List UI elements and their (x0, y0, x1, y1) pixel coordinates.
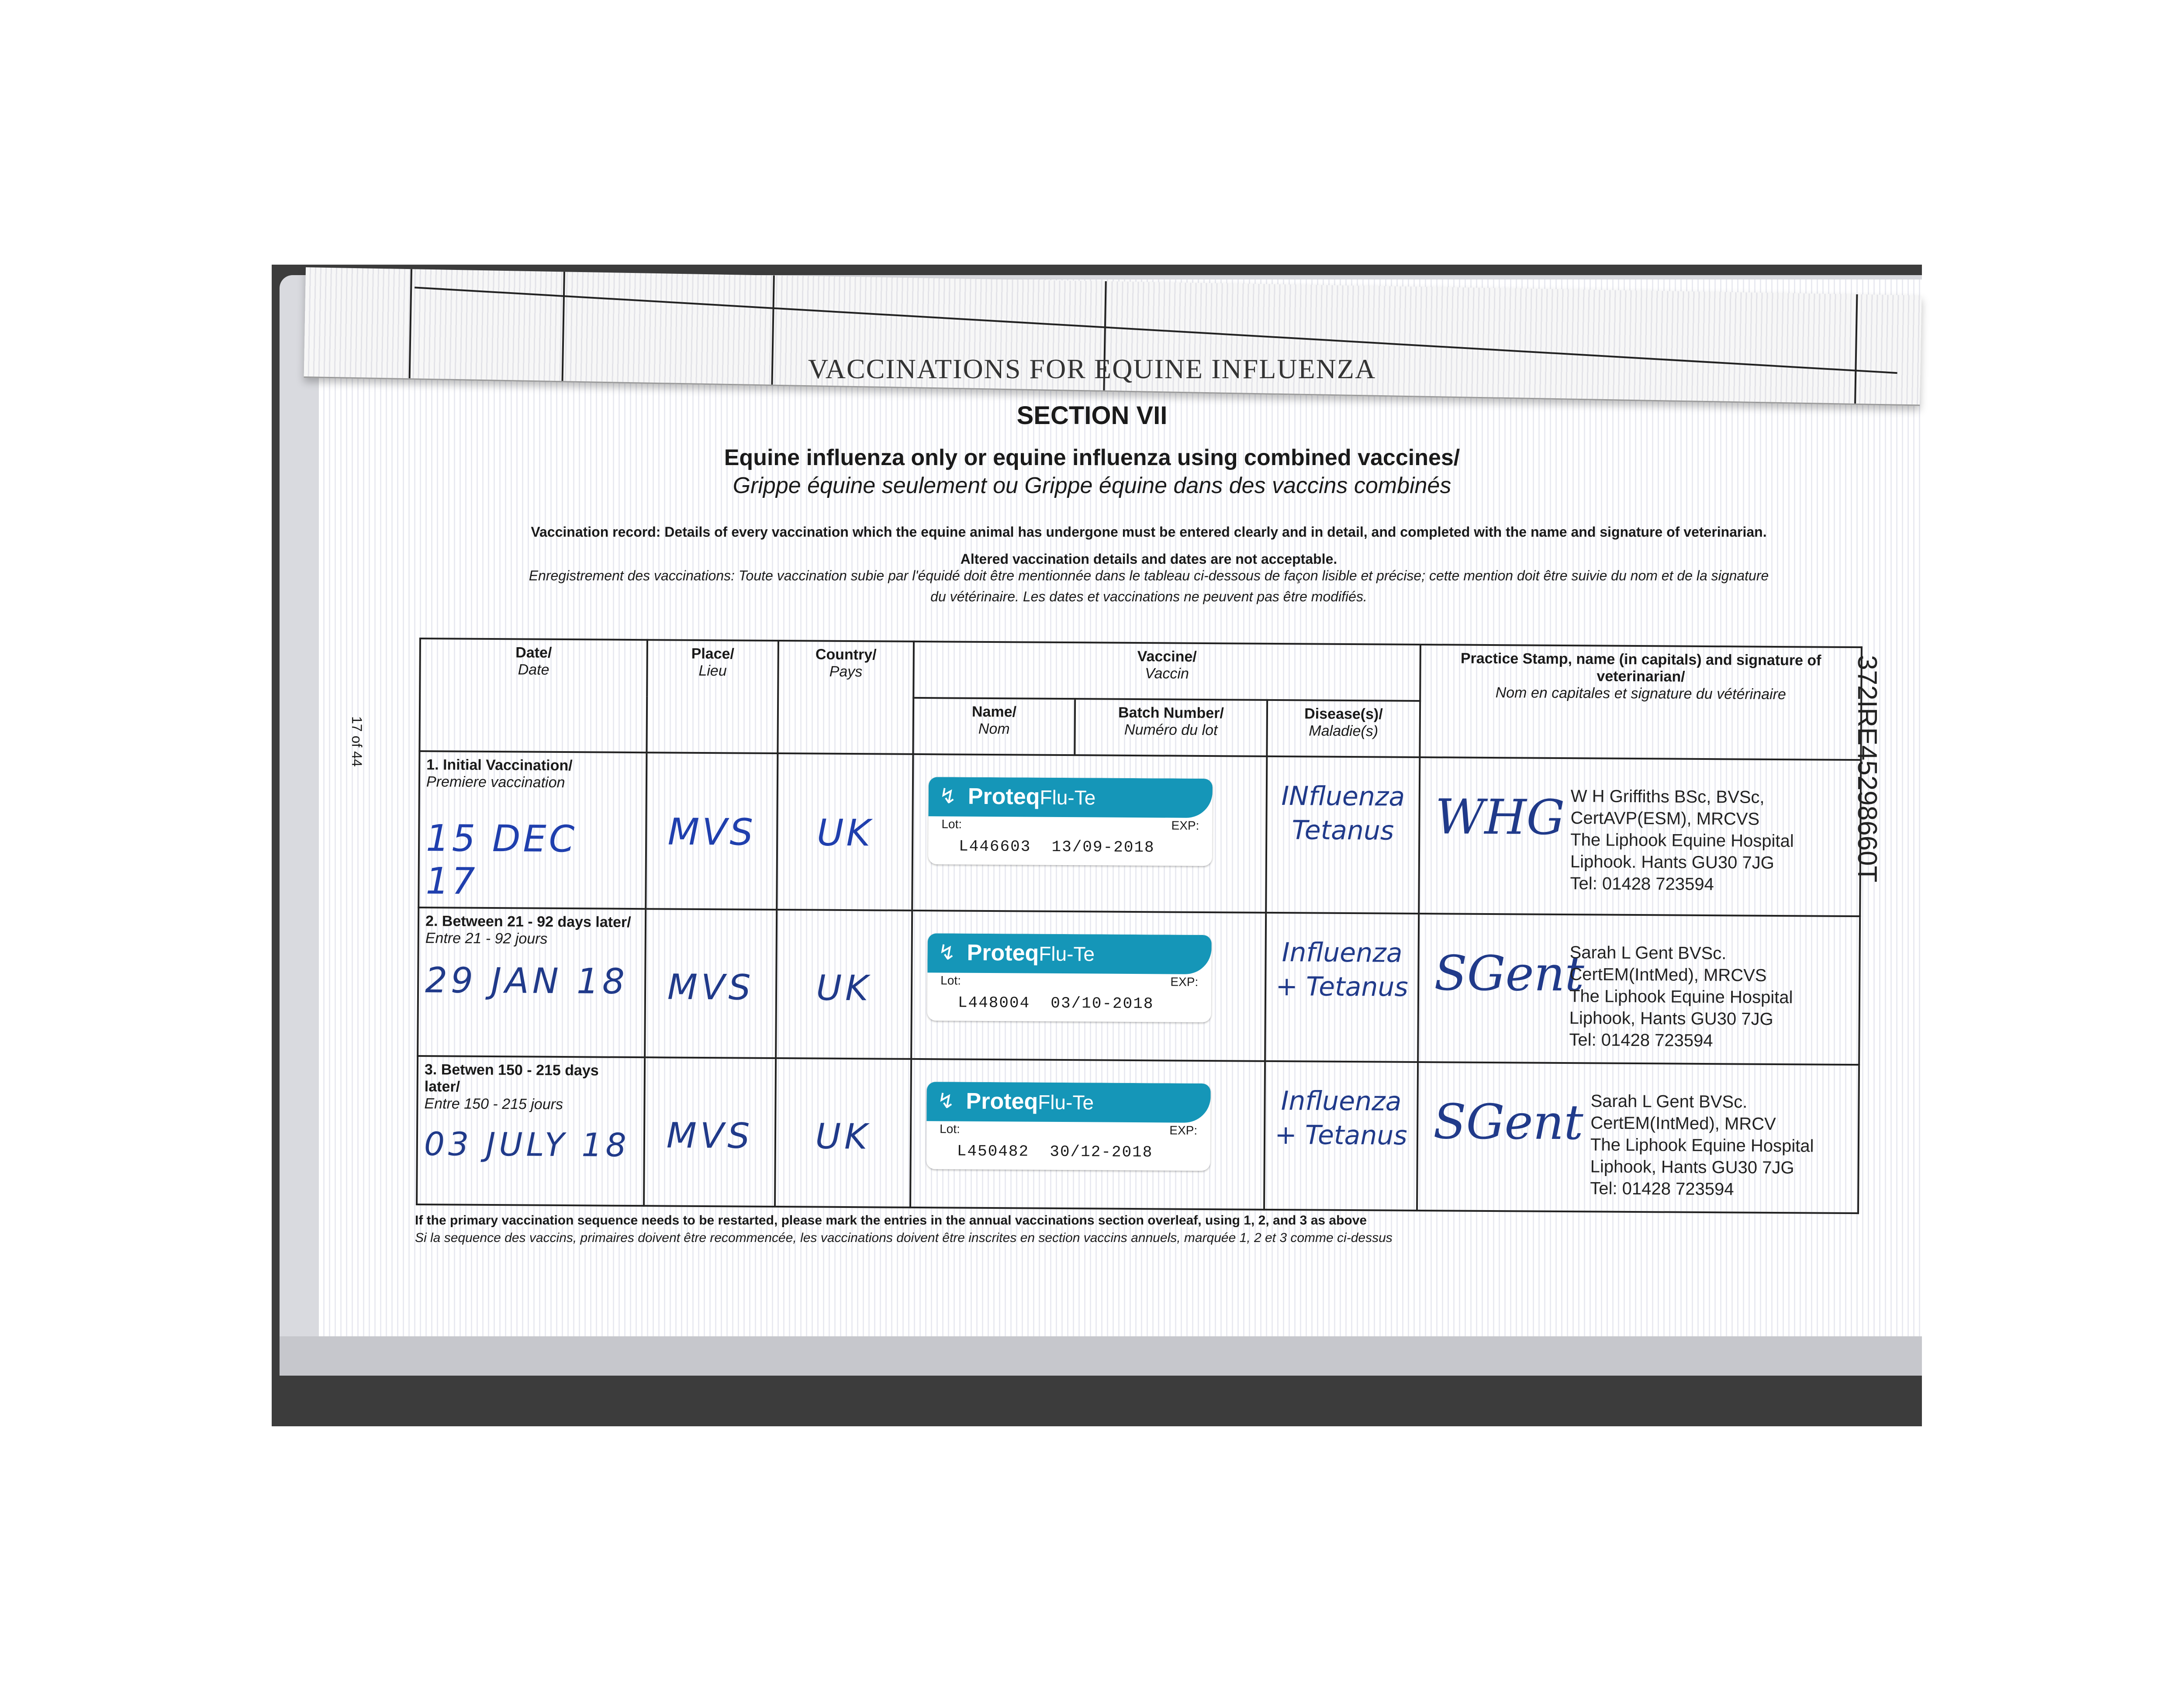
country-cell (775, 1058, 911, 1207)
vet-signature: SGent (1434, 945, 1585, 1002)
stamp-cell (1419, 757, 1861, 916)
col-vaccine: Vaccine/ Vaccin (913, 642, 1420, 701)
country-cell (777, 753, 913, 911)
country-cell (776, 910, 912, 1059)
vaccine-sticker-cell (912, 754, 1267, 913)
sleeve-bottom-edge (280, 1336, 1922, 1376)
row-date-cell: 2. Between 21 - 92 days later/ Entre 21 - 92 jours 29 JAN 18 (418, 907, 646, 1057)
col-vaccine-name: Name/ Nom (913, 698, 1075, 755)
expiry-date: 30/12-2018 (1050, 1142, 1153, 1162)
vaccine-sticker: ↯ ProteqFlu-Te Lot: EXP: L450482 30/12-2018 (926, 1082, 1211, 1171)
col-disease: Disease(s)/ Maladie(s) (1267, 700, 1420, 757)
stamp-cell (1417, 1062, 1859, 1213)
instructions-fr-line1: Enregistrement des vaccinations: Toute vaccination subie par l'équidé doit être mentionnée dans le tableau ci-dessous de façon lisible et précise; cette mention doit être suivie du nom et de la signature (529, 568, 1769, 583)
handwritten-country: UK (815, 1116, 871, 1157)
vet-signature: SGent (1433, 1094, 1584, 1151)
handwritten-date: 03 JULY 18 (424, 1125, 630, 1164)
stamp-cell (1418, 914, 1860, 1065)
col-place: Place/ Lieu (646, 640, 778, 753)
instructions-en-line1: Vaccination record: Details of every vaccination which the equine animal has undergone must be entered clearly and in detail, and completed with the name and signature of veterinarian. (531, 524, 1767, 540)
page-heading: VACCINATIONS FOR EQUINE INFLUENZA (808, 353, 1376, 384)
practice-stamp: Sarah L Gent BVSc. CertEM(IntMed), MRCVS The Liphook Equine Hospital Liphook, Hants GU30 7JG Tel: 01428 723594 (1569, 943, 1793, 1051)
place-cell (646, 752, 778, 910)
batch-number: L446603 (958, 837, 1031, 856)
vet-signature: WHG (1435, 789, 1565, 846)
vaccine-sticker-cell (910, 1059, 1265, 1210)
practice-stamp: Sarah L Gent BVSc. CertEM(IntMed), MRCV The Liphook Equine Hospital Liphook, Hants GU30 7JG Tel: 01428 723594 (1590, 1091, 1814, 1199)
col-country: Country/ Pays (778, 641, 914, 754)
expiry-date: 03/10-2018 (1051, 994, 1154, 1013)
vaccine-sticker-cell (911, 911, 1266, 1061)
lightning-icon: ↯ (938, 941, 956, 965)
table-row (418, 907, 1860, 1065)
practice-stamp: W H Griffiths BSc, BVSc, CertAVP(ESM), MRCVS The Liphook Equine Hospital Liphook. Hants GU30 7JG Tel: 01428 723594 (1570, 787, 1794, 894)
disease-cell: INfluenza Tetanus (1266, 756, 1420, 914)
vaccination-table (416, 638, 1863, 1214)
handwritten-date: 29 JAN 18 (425, 960, 629, 1002)
handwritten-place: MVS (666, 1115, 753, 1156)
disease-cell: Influenza + Tetanus (1264, 1061, 1418, 1211)
table-row (417, 1056, 1859, 1213)
section-title: SECTION VII (1016, 401, 1168, 430)
lightning-icon: ↯ (937, 1090, 955, 1113)
row-date-cell: 1. Initial Vaccination/ Premiere vaccination 15 DEC 17 (418, 751, 646, 909)
instructions-fr-line2: du vétérinaire. Les dates et vaccinations ne peuvent pas être modifiés. (930, 589, 1367, 604)
vaccine-sticker: ↯ ProteqFlu-Te Lot: EXP: L446603 13/09-2018 (928, 777, 1213, 866)
footer-fr: Si la sequence des vaccins, primaires doivent être recommencée, les vaccinations doivent être inscrites en section vaccins annuels, marquée 1, 2 et 3 comme ci-dessus (415, 1231, 1393, 1245)
handwritten-country: UK (816, 967, 872, 1009)
place-cell (644, 1057, 776, 1207)
expiry-date: 13/09-2018 (1051, 838, 1155, 857)
instructions-en-line2: Altered vaccination details and dates are not acceptable. (960, 551, 1337, 567)
col-stamp: Practice Stamp, name (in capitals) and signature of veterinarian/ Nom en capitales et signature du vétérinaire (1420, 645, 1862, 760)
disease-cell: Influenza + Tetanus (1265, 913, 1419, 1062)
passport-number: 372IRE45298660T (1852, 655, 1882, 883)
col-date: Date/ Date (419, 638, 647, 752)
subtitle-en: Equine influenza only or equine influenza using combined vaccines/ (724, 445, 1460, 470)
vaccine-sticker: ↯ ProteqFlu-Te Lot: EXP: L448004 03/10-2018 (927, 933, 1212, 1022)
subtitle-fr: Grippe équine seulement ou Grippe équine dans des vaccins combinés (733, 473, 1451, 498)
handwritten-country: UK (816, 811, 873, 855)
place-cell (645, 909, 777, 1058)
handwritten-place: MVS (667, 810, 756, 854)
row-date-cell: 3. Betwen 150 - 215 days later/ Entre 150 - 215 jours 03 JULY 18 (417, 1056, 645, 1206)
handwritten-date: 15 DEC 17 (425, 817, 577, 903)
header-row (420, 638, 1862, 704)
batch-number: L448004 (957, 994, 1030, 1012)
lightning-icon: ↯ (939, 785, 957, 808)
batch-number: L450482 (957, 1142, 1030, 1161)
col-batch-number: Batch Number/ Numéro du lot (1075, 699, 1267, 756)
handwritten-place: MVS (667, 966, 754, 1008)
page-number: 17 of 44 (349, 716, 365, 767)
table-row (418, 751, 1861, 916)
footer-en: If the primary vaccination sequence needs to be restarted, please mark the entries in the annual vaccinations section overleaf, using 1, 2, and 3 as above (415, 1213, 1367, 1228)
